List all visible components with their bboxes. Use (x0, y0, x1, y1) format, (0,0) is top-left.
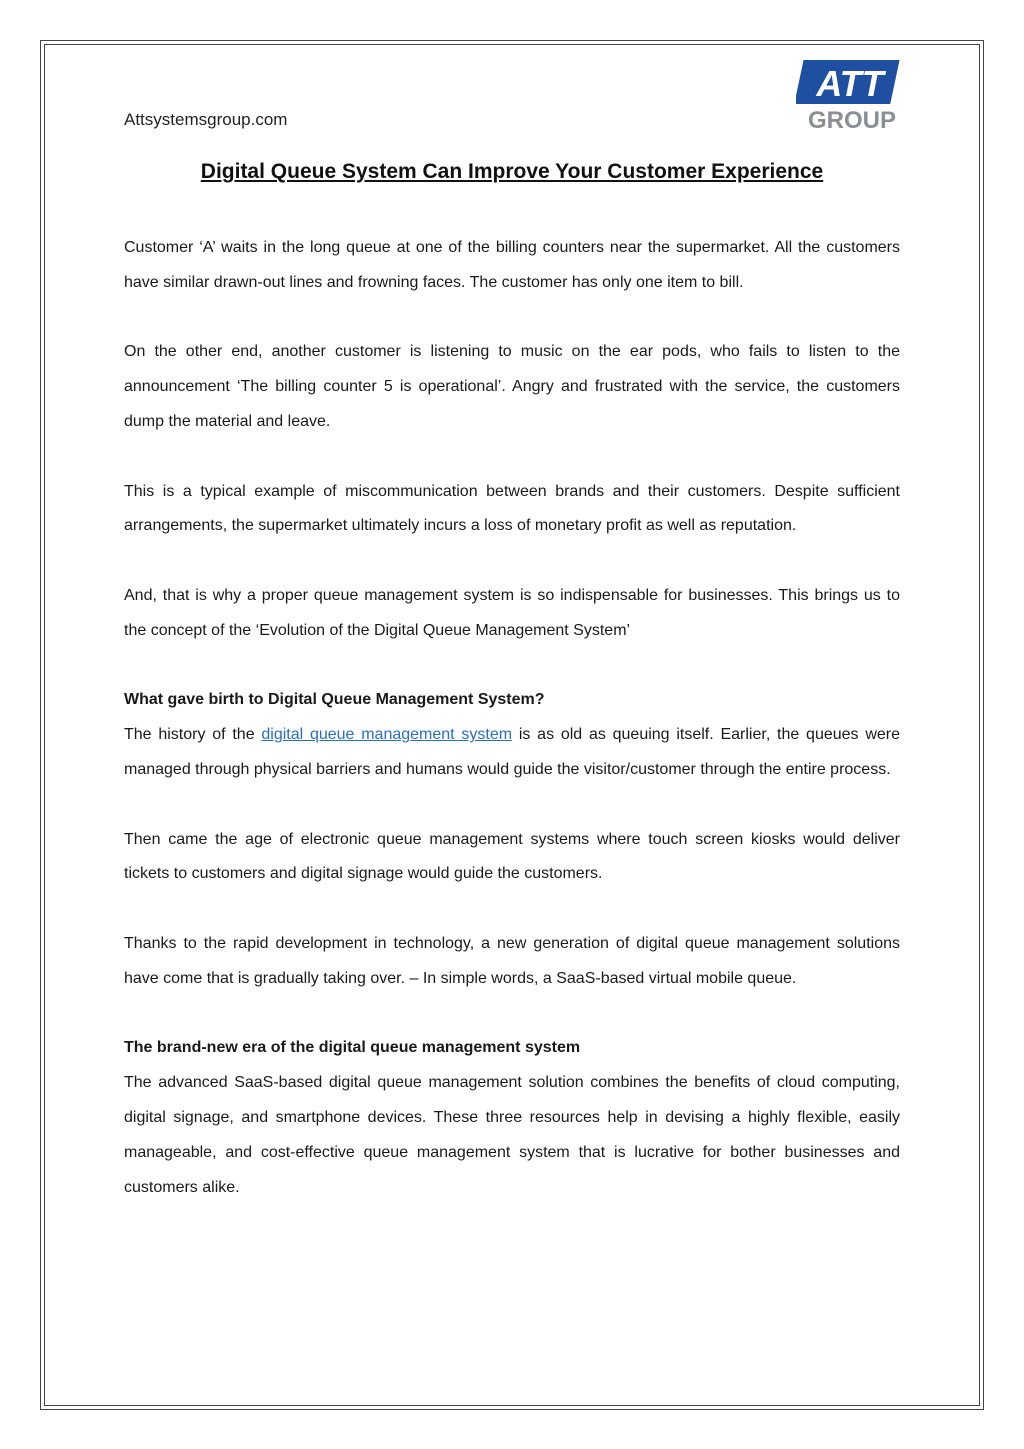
article-body (124, 231, 900, 1205)
paragraph: And, that is why a proper queue management system is so indispensable for businesses. This brings us to the concept of the ‘Evolution of the Digital Queue Management System’ (124, 586, 900, 639)
paragraph: Thanks to the rapid development in technology, a new generation of digital queue management solutions have come that is gradually taking over. – In simple words, a SaaS-based virtual mobile queue. (124, 934, 900, 987)
paragraph: On the other end, another customer is listening to music on the ear pods, who fails to listen to the announcement ‘The billing counter 5 is operational’. Angry and frustrated with the service, the customers dump the material and leave. (124, 343, 900, 430)
paragraph: The advanced SaaS-based digital queue management solution combines the benefits of cloud computing, digital signage, and smartphone devices. These three resources help in devising a highly flexible, easily manageable, and cost-effective queue management system that is lucrative for bother businesses and customers alike. (124, 1074, 900, 1196)
svg-text:ATT: ATT (816, 63, 884, 104)
paragraph: Customer ‘A’ waits in the long queue at one of the billing counters near the supermarket. All the customers have similar drawn-out lines and frowning faces. The customer has only one item to bill. (124, 239, 900, 291)
att-group-logo (796, 58, 902, 132)
section-heading: The brand-new era of the digital queue management system (124, 1039, 581, 1057)
paragraph: The history of the digital queue management system is as old as queuing itself. Earlier, the queues were managed through physical barriers and humans would guide the visitor/customer through the entire process. (124, 726, 900, 778)
section-heading: What gave birth to Digital Queue Management System? (124, 691, 545, 709)
site-name: Attsystemsgroup.com (124, 110, 288, 129)
paragraph: This is a typical example of miscommunication between brands and their customers. Despite sufficient arrangements, the supermarket ultimately incurs a loss of monetary profit as well as reputation. (124, 482, 900, 535)
page-title: Digital Queue System Can Improve Your Customer Experience (200, 160, 824, 183)
digital-queue-link[interactable]: digital queue management system (261, 726, 513, 744)
paragraph: Then came the age of electronic queue management systems where touch screen kiosks would deliver tickets to customers and digital signage would guide the customers. (124, 830, 900, 883)
svg-text:GROUP: GROUP (807, 107, 897, 132)
